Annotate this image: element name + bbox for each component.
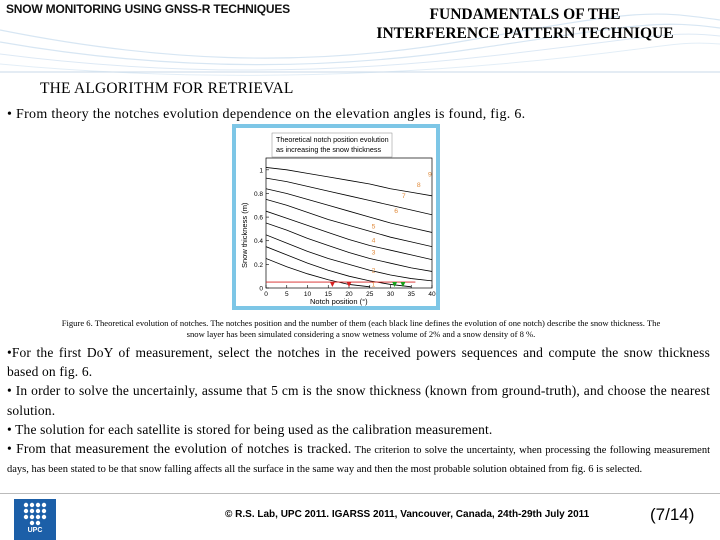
y-tick-label: 1 xyxy=(259,167,263,175)
y-axis-label: Snow thickness (m) xyxy=(240,202,249,268)
x-tick-label: 25 xyxy=(366,291,374,298)
y-tick-label: 0.2 xyxy=(253,261,263,269)
notch-label: 3 xyxy=(371,249,376,257)
x-tick-label: 0 xyxy=(264,291,268,298)
arrow-head xyxy=(330,282,335,287)
header-right-title xyxy=(345,5,705,43)
figure-frame xyxy=(232,124,440,310)
y-tick-label: 0.6 xyxy=(253,214,263,222)
upc-logo-text: UPC xyxy=(27,527,43,534)
section-title: THE ALGORITHM FOR RETRIEVAL xyxy=(40,80,294,97)
notch-label: 5 xyxy=(371,223,376,231)
body-text xyxy=(7,343,710,477)
bullet-3: • In order to solve the uncertainly, assume that 5 cm is the snow thickness (known from ground-truth), and choose the nearest solution. xyxy=(7,383,710,418)
figure-caption-line2: snow layer has been simulated considering a snow wetness volume of 2% and a snow density of 8 %. xyxy=(186,329,536,339)
upc-logo xyxy=(14,499,56,540)
series-line xyxy=(266,258,370,286)
bullet-5-detail: The criterion to solve the uncertainty, when processing the following measurement days, has been stated to be that snow falling affects all the surface in the same way and then the most probable solution obtained from fig. 6 is selected. xyxy=(7,445,710,476)
bullet-5 xyxy=(7,439,710,477)
x-tick-label: 15 xyxy=(324,291,332,298)
series-line xyxy=(266,178,432,215)
chart-title-line1: Theoretical notch position evolution xyxy=(276,135,389,144)
header-left-title: SNOW MONITORING USING GNSS-R TECHNIQUES xyxy=(6,2,290,16)
bullet-1: • From theory the notches evolution dependence on the elevation angles is found, fig. 6. xyxy=(7,107,526,122)
y-tick-label: 0.8 xyxy=(253,190,263,198)
series-line xyxy=(266,235,432,281)
footer-citation: © R.S. Lab, UPC 2011. IGARSS 2011, Vancouver, Canada, 24th-29th July 2011 xyxy=(225,509,590,520)
upc-logo-icon xyxy=(14,499,56,527)
x-tick-label: 30 xyxy=(386,291,395,298)
y-tick-label: 0 xyxy=(259,285,263,293)
chart-title-line2: as increasing the snow thickness xyxy=(276,145,382,154)
x-tick-label: 35 xyxy=(407,291,415,298)
figure-inner xyxy=(236,128,436,306)
footer-divider xyxy=(0,493,720,494)
x-tick-label: 40 xyxy=(428,291,436,298)
notch-chart xyxy=(236,128,436,306)
x-tick-label: 5 xyxy=(284,291,289,298)
x-tick-label: 20 xyxy=(345,291,353,298)
notch-label: 4 xyxy=(371,237,376,245)
series-line xyxy=(266,189,432,233)
notch-label: 8 xyxy=(416,182,421,190)
y-tick-label: 0.4 xyxy=(253,238,263,246)
bullet-2: •For the first DoY of measurement, select the notches in the received powers sequences and compute the snow thickness based on fig. 6. xyxy=(7,345,710,380)
notch-label: 7 xyxy=(401,192,406,200)
bullet-4: • The solution for each satellite is stored for being used as the calibration measurement. xyxy=(7,421,493,437)
x-tick-label: 10 xyxy=(303,291,312,298)
figure-caption xyxy=(12,318,710,340)
figure-caption-line1: Figure 6. Theoretical evolution of notches. The notches position and the number of them (each black line defines the evolution of one notch) describe the snow thickness. The xyxy=(61,318,661,328)
header-right-title-line2: INTERFERENCE PATTERN TECHNIQUE xyxy=(376,25,674,42)
notch-label: 6 xyxy=(394,208,399,216)
notch-label: 9 xyxy=(428,171,432,179)
bullet-5-main: • From that measurement the evolution of notches is tracked. xyxy=(7,441,352,457)
x-axis-label: Notch position (°) xyxy=(310,297,368,306)
series-line xyxy=(266,167,432,195)
notch-label: 1 xyxy=(371,281,376,289)
header-right-title-line1: FUNDAMENTALS OF THE xyxy=(429,6,621,23)
page-number: (7/14) xyxy=(650,505,695,524)
notch-label: 2 xyxy=(371,267,376,275)
